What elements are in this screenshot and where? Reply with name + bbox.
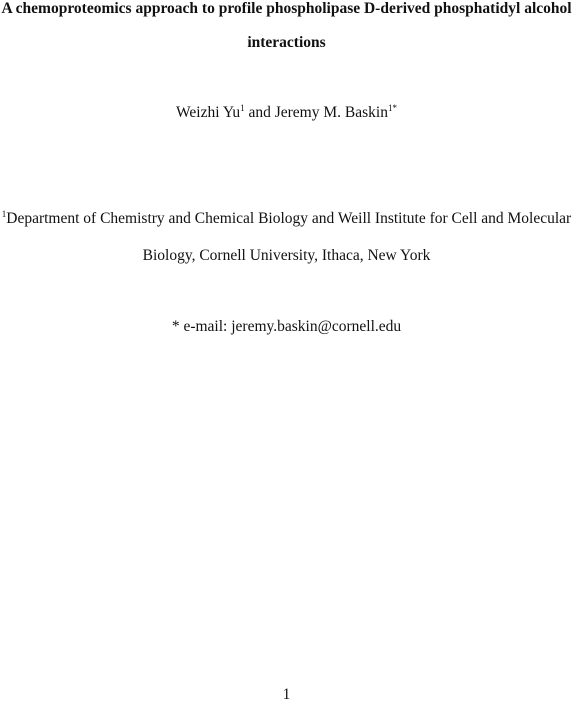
page-number: 1 <box>282 686 291 703</box>
author-affiliation-mark: 1* <box>387 102 397 113</box>
author-connector: and <box>244 104 275 121</box>
author-affiliation-mark: 1 <box>240 102 245 113</box>
author-name: Jeremy M. Baskin <box>274 104 388 121</box>
paper-title-line-1: A chemoproteomics approach to profile phospholipase D-derived phosphatidyl alcohol <box>1 0 572 17</box>
corresponding-email: * e-mail: jeremy.baskin@cornell.edu <box>171 318 402 335</box>
author-list <box>0 104 573 122</box>
author-name: Weizhi Yu <box>176 104 241 121</box>
affiliation-mark: 1 <box>1 208 7 219</box>
affiliation-line-2: Biology, Cornell University, Ithaca, New York <box>142 247 431 264</box>
affiliation-text: Department of Chemistry and Chemical Biology and Weill Institute for Cell and Molecular <box>6 210 572 227</box>
affiliation-line-1 <box>0 210 573 228</box>
paper-title-line-2: interactions <box>247 34 326 51</box>
